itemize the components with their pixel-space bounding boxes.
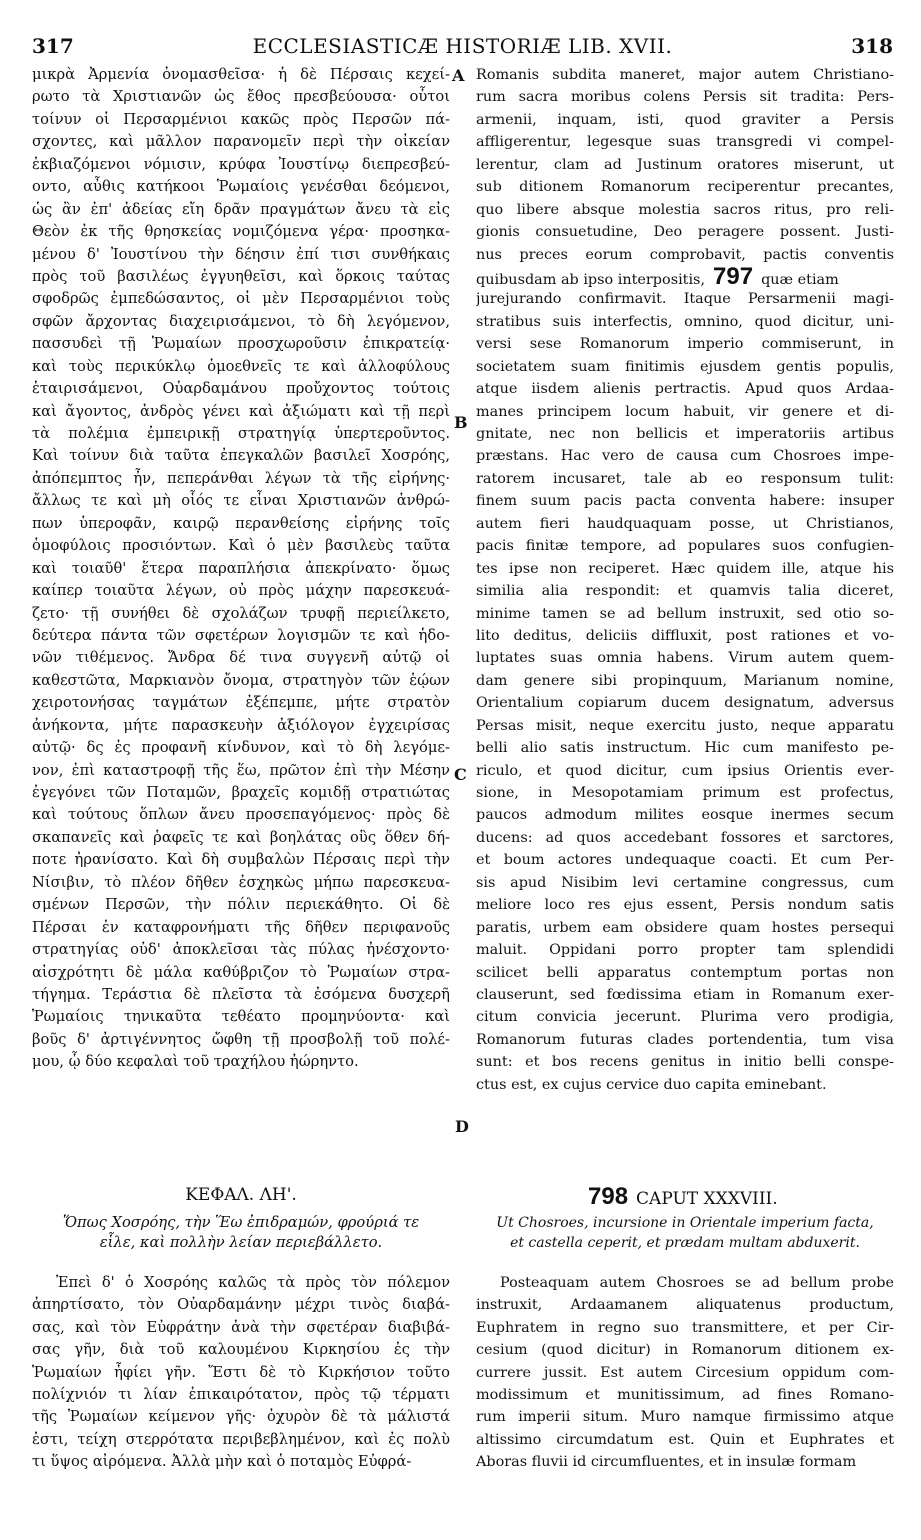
latin-text-line: quo libere absque molestia sacros ritus, pro reli- xyxy=(476,201,894,218)
latin-text-line: præstans. Hac vero de causa cum Chosroes impe- xyxy=(476,448,894,465)
latin-chapter-line: currere jussit. Est autem Circesium oppidum com- xyxy=(476,1364,894,1381)
running-title: ECCLESIASTICÆ HISTORIÆ LIB. XVII. xyxy=(252,34,673,58)
greek-text-line: πασσυδεὶ τῇ Ῥωμαίων προσχωροῦσιν ἐπικρατείᾳ· xyxy=(32,335,450,353)
latin-text-segment: quæ etiam xyxy=(761,271,839,288)
latin-text-segment: quibusdam ab ipso interpositis, xyxy=(476,271,706,288)
greek-text-line: σχοντες, καὶ μᾶλλον παρανομεῖν περὶ τὴν οἰκείαν xyxy=(32,133,450,151)
greek-text-line: τοίνυν οἱ Περσαρμένιοι κακῶς πρὸς Περσῶν πά- xyxy=(32,110,450,128)
greek-text-line: βοῦς δ' ἀρτιγέννητος ὤφθη τῇ προσβολῇ τοῦ πολέ- xyxy=(32,1030,450,1048)
latin-chapter-line: Aboras fluvii id circumfluentes, et in insulæ formam xyxy=(476,1454,857,1471)
latin-chapter-line: rum imperii situm. Muro namque firmissimo atque xyxy=(476,1409,894,1426)
greek-text-line: τὰ πολέμια ἐμπειρικῇ στρατηγίᾳ ὑπερτεροῦντος. xyxy=(32,425,450,442)
greek-text-line: ποτε ἠρανίσατο. Καὶ δὴ συμβαλὼν Πέρσαις περὶ τὴν xyxy=(32,851,450,869)
greek-text-line: αὐτῷ· δς ἐς προφανῆ κίνδυνον, καὶ τὸ δὴ λεγόμε- xyxy=(32,739,450,757)
latin-text-line: belli alio satis instructum. Hic cum manifesto pe- xyxy=(476,740,894,757)
greek-chapter-heading: ΚΕΦΑΛ. ΛΗ'. xyxy=(185,1185,297,1205)
margin-letter-c: C xyxy=(454,765,467,784)
latin-text-line: ctus est, ex cujus cervice duo capita eminebant. xyxy=(476,1076,827,1093)
greek-summary-line: Ὅπως Χοσρόης, τὴν Ἕω ἐπιδραμών, φρούριά τε xyxy=(62,1214,420,1231)
latin-text-line: citum convicia jecerunt. Plurima vero prodigia, xyxy=(476,1009,894,1026)
greek-text-line: ὡς ἂν ἐπ' ἀδείας εἴη δρᾶν πραγμάτων ἄνευ τὰ εἰς xyxy=(32,200,450,218)
latin-text-line: sub ditionem Romanorum reciperentur precantes, xyxy=(476,179,894,196)
latin-text-line: luptates suas omnia habens. Virum autem quem- xyxy=(476,650,894,667)
greek-text-line: Θεὸν ἐκ τῆς θρησκείας νομιζόμενα γέρα· προσηκα- xyxy=(32,223,450,241)
latin-text-line: manes principem locum habuit, vir genere et di- xyxy=(476,403,894,420)
latin-text-line: minime tamen se ad bellum instruxit, sed otio so- xyxy=(476,605,894,622)
latin-text-line: paratis, urbem eam obsidere quam hostes persequi xyxy=(476,919,894,936)
greek-text-line: σφοδρῶς ἐμπεδώσαντος, οἱ μὲν Περσαρμένιοι τοὺς xyxy=(32,290,450,308)
page-number-right: 318 xyxy=(851,34,893,58)
greek-text-line: σκαπανεῖς καὶ ῥαφεῖς τε καὶ βοηλάτας οὓς ὅθεν δή- xyxy=(32,828,450,846)
greek-chapter-summary xyxy=(32,1213,450,1253)
greek-summary-line: εἷλε, καὶ πολλὴν λείαν περιεβάλλετο. xyxy=(99,1234,383,1251)
greek-text-line: καὶ τοιαῦθ' ἕτερα παραπλήσια ἀπεκρίνατο· ὅμως xyxy=(32,559,450,577)
greek-chapter-line: Ῥωμαίων ἧφίει γῆν. Ἔστι δὲ τὸ Κιρκήσιον τοῦτο xyxy=(32,1363,450,1381)
latin-text-line: pacis finitæ tempore, ad populares suos confugien- xyxy=(476,538,894,555)
running-head xyxy=(32,34,893,62)
greek-text-line: ἑταιρισάμενοι, Οὐαρδαμάνου προὔχοντος τούτοις xyxy=(32,380,450,398)
latin-text-line: clauserunt, sed fœdissima etiam in Romanum exer- xyxy=(476,986,894,1003)
greek-text-line: ἀπόπεμπτος ἦν, πεπεράνθαι λέγων τὰ τῆς εἰρήνης· xyxy=(32,469,450,487)
greek-text-line: Νίσιβιν, τὸ πλέον δῆθεν ἐσχηκὼς μήπω παρεσκευα- xyxy=(32,873,450,891)
latin-column-top xyxy=(476,64,894,1096)
latin-text-line: ratorem incusaret, tale ab eo responsum tulit: xyxy=(476,470,894,487)
latin-chapter-line: cesium (quod dicitur) in Romanorum ditionem ex- xyxy=(476,1342,894,1359)
latin-text-line: et boum actores undequaque coacti. Et cum Per- xyxy=(476,852,894,869)
margin-letter-a: A xyxy=(452,66,465,85)
greek-text-line: Καὶ τοίνυν διὰ ταῦτα ἐπεγκαλῶν βασιλεῖ Χοσρόης, xyxy=(32,447,450,465)
greek-text-line: ὁμοφύλοις προσιόντων. Καὶ ὁ μὲν βασιλεὺς ταῦτα xyxy=(32,537,450,555)
greek-chapter-line: τι ὕψος αἰρόμενα. Ἀλλὰ μὴν καὶ ὁ ποταμὸς Εὐφρά- xyxy=(32,1453,412,1471)
greek-text-line: ρωτο τὰ Χριστιανῶν ὡς ἔθος πρεσβεύουσα· οὗτοι xyxy=(32,88,450,106)
latin-text-line: gnitate, nec non bellicis et imperatoriis artibus xyxy=(476,426,894,442)
greek-chapter-line: ἐστι, τείχη στερρότατα περιβεβλημένον, καὶ ἐς πολὺ xyxy=(32,1430,450,1448)
latin-chapter-line: Euphratem in regno suo transmittere, et per Cir- xyxy=(476,1319,894,1336)
latin-text-line: lito deditus, deliciis diffluxit, post rationes et vo- xyxy=(476,627,894,644)
latin-text-line: sunt: et bos recens genitus in initio belli conspe- xyxy=(476,1054,894,1071)
latin-summary-line: Ut Chosroes, incursione in Orientale imperium facta, xyxy=(496,1215,874,1231)
greek-text-line: καὶ τοὺς περικύκλῳ ὁμοεθνεῖς τε καὶ ἀλλοφύλους xyxy=(32,357,450,375)
greek-text-line: ἀνήκοντα, μήτε παρασκευὴν ἀξιόλογον ἐγχειρίσας xyxy=(32,716,450,734)
latin-text-line: rum sacra moribus colens Persis sit tradita: Pers- xyxy=(476,89,894,106)
latin-text-line: Orientalium copiarum ducem designatum, adversus xyxy=(476,695,894,712)
greek-chapter-line: τῆς Ῥωμαίων κείμενον γῆς· ὀχυρὸν δὲ τὰ μάλιστά xyxy=(32,1408,450,1426)
greek-text-line: πρὸς τοῦ βασιλέως ἐγγυηθεῖσι, καὶ ὅρκοις ταύτας xyxy=(32,267,450,285)
latin-text-line: similia alia respondit: et quamvis talia diceret, xyxy=(476,583,894,600)
greek-text-line: Πέρσαι ἐν καταφρονήματι τῆς δῆθεν περιφανοῦς xyxy=(32,918,450,936)
greek-column-top xyxy=(32,64,450,1074)
latin-text-line: ducens: ad quos accedebant fossores et sarctores, xyxy=(476,829,894,846)
latin-text-line: sione, in Mesopotamiam primum est profectus, xyxy=(476,785,894,801)
latin-summary-line: et castella ceperit, et prædam multam abduxerit. xyxy=(510,1235,860,1251)
latin-chapter-heading: CAPUT XXXVIII. xyxy=(636,1189,778,1209)
greek-text-line: στρατηγίας οὐδ' ἀποκλεῖσαι τὰς πύλας ἠνέσχοντο· xyxy=(32,941,450,959)
greek-text-line: καὶ ἄγοντος, ἀνδρὸς γένει καὶ ἀξιώματι καὶ τῇ περὶ xyxy=(32,402,450,420)
greek-chapter-text xyxy=(32,1272,450,1474)
latin-chapter-heading-block xyxy=(588,1183,778,1211)
latin-text-line: stratibus suis interfectis, omnino, quod dicitur, uni- xyxy=(476,313,894,330)
latin-text-line: tes ipse non reciperet. Hæc quidem ille, atque his xyxy=(476,560,894,577)
greek-text-line: οντο, αὖθις κατήκοοι Ῥωμαίοις γενέσθαι δεόμενοι, xyxy=(32,178,450,196)
margin-letter-d: D xyxy=(455,1117,469,1136)
latin-text-line: versi sese Romanorum imperio commiserunt, in xyxy=(476,336,894,353)
greek-text-line: ζετο· τῇ συνήθει δὲ σχολάζων τρυφῇ περιείλκετο, xyxy=(32,604,450,622)
latin-chapter-line: modissimum et munitissimum, ad fines Romano- xyxy=(476,1386,894,1403)
greek-text-line: νον, ἐπὶ καταστροφῇ τῆς ἕω, πρῶτον ἐπὶ τὴν Μέσην xyxy=(32,761,450,779)
greek-text-line: μικρὰ Ἀρμενία ὀνομασθεῖσα· ἡ δὲ Πέρσαις κεχεί- xyxy=(32,66,450,83)
page-number-left: 317 xyxy=(32,34,74,58)
greek-text-line: Ῥωμαίοις τηνικαῦτα τεθέατο προμηνύοντα· καὶ xyxy=(32,1008,450,1026)
latin-text-line: Romanis subdita maneret, major autem Christiano- xyxy=(476,67,894,83)
latin-text-line: dam genere sibi propinquum, Marianum nomine, xyxy=(476,672,894,689)
column-number-798: 798 xyxy=(588,1183,629,1210)
latin-text-line: gionis consuetudine, Deo peragere possent. Justi- xyxy=(476,224,894,241)
latin-text-line: maluit. Oppidani porro propter tam splendidi xyxy=(476,942,894,959)
greek-text-line: σμένων Περσῶν, τὴν πόλιν περιεκάθητο. Οἱ δὲ xyxy=(32,896,450,914)
latin-text-line: paucos admodum milites eosque inermes secum xyxy=(476,807,894,824)
greek-text-line: δεύτερα πάντα τῶν σφετέρων λογισμῶν τε καὶ ἡδο- xyxy=(32,626,450,644)
greek-text-line: αἰσχρότητι δὲ μάλα καθύβριζον τὸ Ῥωμαίων στρα- xyxy=(32,963,450,981)
greek-text-line: καὶ τούτους ὅπλων ἄνευ προσεπαγόμενος· πρὸς δὲ xyxy=(32,806,450,824)
greek-text-line: νῶν τιθέμενος. Ἄνδρα δέ τινα συγγενῆ αὐτῷ οἱ xyxy=(32,649,450,667)
greek-chapter-line: σας, καὶ τὸν Εὐφράτην ἀνὰ τὴν σφετέραν διαβιβά- xyxy=(32,1318,450,1336)
greek-text-line: σφῶν ἄρχοντας διαχειρισάμενοι, τὸ δὴ λεγόμενον, xyxy=(32,312,450,330)
latin-text-line: armenii, inquam, isti, quod graviter a Persis xyxy=(476,111,894,128)
greek-chapter-line: πολίχνιόν τι λίαν ἐπικαιρότατον, πρὸς τῷ τέρματι xyxy=(32,1385,450,1403)
latin-text-line: autem fieri haudquaquam posse, ut Christianos, xyxy=(476,515,894,532)
greek-chapter-line: ἀπηρτίσατο, τὸν Οὐαρδαμάνην μέχρι τινὸς διαβά- xyxy=(32,1296,450,1314)
latin-chapter-summary xyxy=(476,1213,894,1253)
latin-text-line: scilicet belli apparatus contemptum portas non xyxy=(476,964,894,981)
latin-text-line xyxy=(476,266,894,288)
greek-chapter-line: σας γῆν, διὰ τοῦ καλουμένου Κιρκησίου ἐς τὴν xyxy=(32,1341,450,1359)
greek-text-line: καίπερ τοιαῦτα λέγων, οὐ πρὸς μάχην παρεσκευά- xyxy=(32,582,450,600)
latin-text-line: jurejurando confirmavit. Itaque Persarmenii magi- xyxy=(476,291,894,308)
greek-text-line: ἐκβιαζόμενοι νόμισιν, κρύφα Ἰουστίνῳ διεπρεσβεύ- xyxy=(32,155,450,173)
greek-chapter-line: Ἐπεὶ δ' ὁ Χοσρόης καλῶς τὰ πρὸς τὸν πόλεμον xyxy=(56,1274,450,1291)
latin-chapter-line: Posteaquam autem Chosroes se ad bellum probe xyxy=(500,1275,894,1291)
latin-chapter-text xyxy=(476,1272,894,1474)
greek-text-line: πων ὑπεροφᾶν, καιρῷ περανθείσης εἰρήνης τοῖς xyxy=(32,514,450,532)
latin-text-line: meliore loco res ejus essent, Persis nondum satis xyxy=(476,897,894,914)
greek-text-line: τήγημα. Τεράστια δὲ πλεῖστα τὰ ἐσόμενα δυσχερῆ xyxy=(32,985,450,1003)
latin-text-line: Romanorum futuras clades portendentia, tum visa xyxy=(476,1031,894,1048)
latin-text-line: societatem suam finitimis ejusdem gentis populis, xyxy=(476,358,894,375)
latin-text-line: atque iisdem alienis pertractis. Apud quos Ardaa- xyxy=(476,381,894,398)
latin-text-line: lerentur, clam ad Justinum oratores miserunt, ut xyxy=(476,156,894,173)
greek-text-line: μένου δ' Ἰουστίνου τὴν δέησιν ἐπί τισι συνθήκαις xyxy=(32,245,450,263)
latin-text-line: riculo, et quod dicitur, cum ipsius Orientis ever- xyxy=(476,762,894,779)
latin-text-line: sis apud Nisibim levi certamine congressus, cum xyxy=(476,874,894,891)
greek-text-line: ἄλλως τε καὶ μὴ οἷός τε εἶναι Χριστιανῶν ἀνθρώ- xyxy=(32,492,450,510)
latin-chapter-line: instruxit, Ardaamanem aliquatenus productum, xyxy=(476,1297,894,1314)
margin-letter-b: B xyxy=(454,413,468,432)
latin-chapter-line: altissimo circumdatum est. Quin et Euphrates et xyxy=(476,1431,894,1448)
latin-text-line: affligerentur, legesque suas transgredi vi compel- xyxy=(476,134,894,151)
greek-text-line: χειροτονήσας ταγμάτων ἐξέπεμπε, μήτε στρατὸν xyxy=(32,694,450,712)
greek-text-line: καθεστῶτα, Μαρκιανὸν ὄνομα, στρατηγὸν τῶν ἑῴων xyxy=(32,671,450,689)
greek-text-line: μου, ᾧ δύο κεφαλαὶ τοῦ τραχήλου ἠώρηντο. xyxy=(32,1053,359,1071)
latin-text-line: Persas misit, neque exercitu justo, neque apparatu xyxy=(476,717,894,734)
latin-text-line: finem suum pacis pacta conventa habere: insuper xyxy=(476,493,894,510)
latin-text-line: nus preces eorum comprobavit, pactis conventis xyxy=(476,246,894,263)
greek-text-line: ἐγεγόνει τῶν Ποταμῶν, βραχεῖς κομιδῇ στρατιώτας xyxy=(32,784,450,801)
column-number-797: 797 xyxy=(713,265,754,289)
